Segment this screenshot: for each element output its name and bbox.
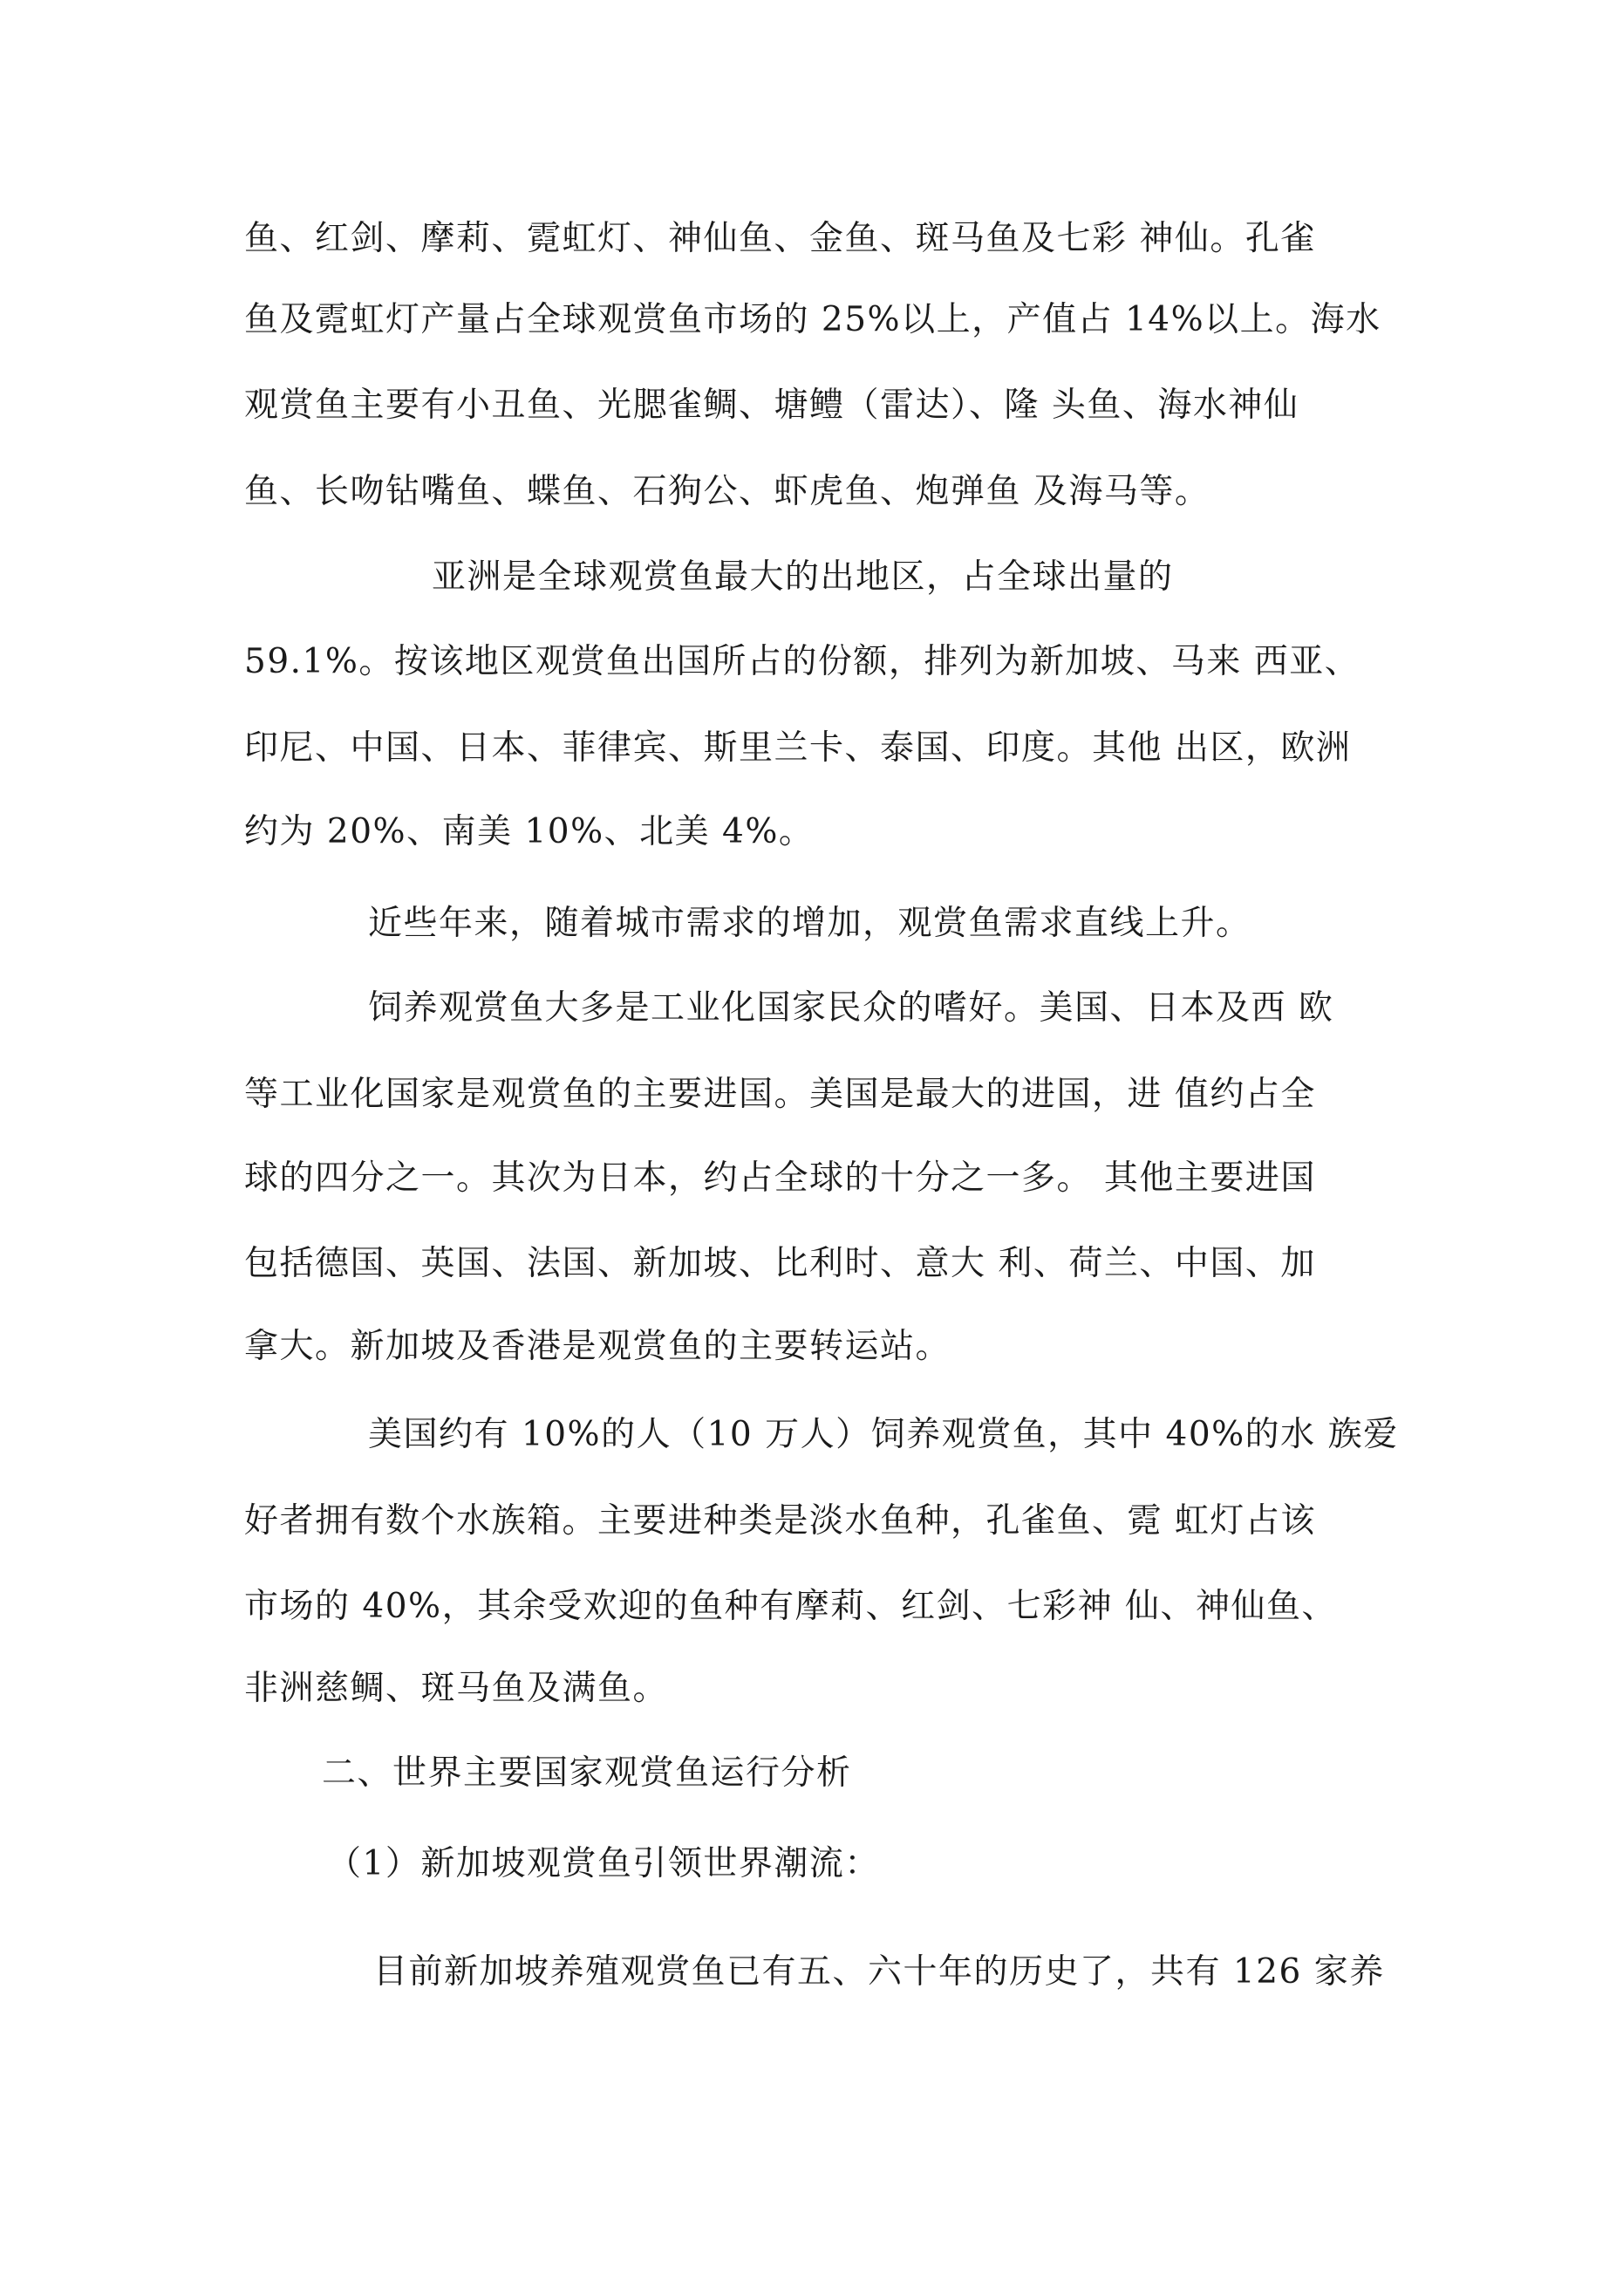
text-line: 饲养观赏鱼大多是工业化国家民众的嗜好。美国、日本及西 欧 bbox=[368, 988, 1334, 1028]
text-line: 拿大。新加坡及香港是观赏鱼的主要转运站。 bbox=[244, 1327, 951, 1366]
text-line: 等工业化国家是观赏鱼的主要进国。美国是最大的进国，进 值约占全 bbox=[244, 1075, 1316, 1114]
text-line: 球的四分之一。其次为日本，约占全球的十分之一多。 其他主要进国 bbox=[244, 1158, 1316, 1198]
text-line: 鱼及霓虹灯产量占全球观赏鱼市场的 25%以上，产值占 14%以上。海水 bbox=[244, 300, 1381, 339]
text-line: 市场的 40%，其余受欢迎的鱼种有摩莉、红剑、七彩神 仙、神仙鱼、 bbox=[244, 1587, 1337, 1626]
text-line: 印尼、中国、日本、菲律宾、斯里兰卡、泰国、印度。其他 出区，欧洲 bbox=[244, 728, 1352, 768]
text-line: 约为 20%、南美 10%、北美 4%。 bbox=[244, 812, 815, 851]
text-line: 美国约有 10%的人（10 万人）饲养观赏鱼，其中 40%的水 族爱 bbox=[368, 1415, 1399, 1454]
text-line: 亚洲是全球观赏鱼最大的出地区，占全球出量的 bbox=[432, 557, 1174, 597]
text-line: 鱼、红剑、摩莉、霓虹灯、神仙鱼、金鱼、斑马鱼及七彩 神仙。孔雀 bbox=[244, 219, 1316, 258]
text-line: 59.1%。按该地区观赏鱼出国所占的份额，排列为新加坡、马来 西亚、 bbox=[244, 642, 1360, 681]
text-line: 非洲慈鲷、斑马鱼及满鱼。 bbox=[244, 1669, 669, 1708]
text-line: 鱼、长吻钻嘴鱼、蝶鱼、石狗公、虾虎鱼、炮弹鱼 及海马等。 bbox=[244, 472, 1210, 511]
text-line: 好者拥有数个水族箱。主要进种类是淡水鱼种，孔雀鱼、霓 虹灯占该 bbox=[244, 1501, 1316, 1541]
text-line: 观赏鱼主要有小丑鱼、光腮雀鲷、塘鳢（雷达）、隆 头鱼、海水神仙 bbox=[244, 386, 1299, 425]
section-heading: 二、世界主要国家观赏鱼运行分析 bbox=[322, 1753, 852, 1793]
subsection-heading: （1）新加坡观赏鱼引领世界潮流： bbox=[327, 1844, 880, 1883]
text-line: 近些年来，随着城市需求的增加，观赏鱼需求直线上升。 bbox=[368, 904, 1251, 943]
text-line: 包括德国、英国、法国、新加坡、比利时、意大 利、荷兰、中国、加 bbox=[244, 1244, 1316, 1283]
text-line: 目前新加坡养殖观赏鱼已有五、六十年的历史了，共有 126 家养 bbox=[373, 1952, 1385, 1992]
